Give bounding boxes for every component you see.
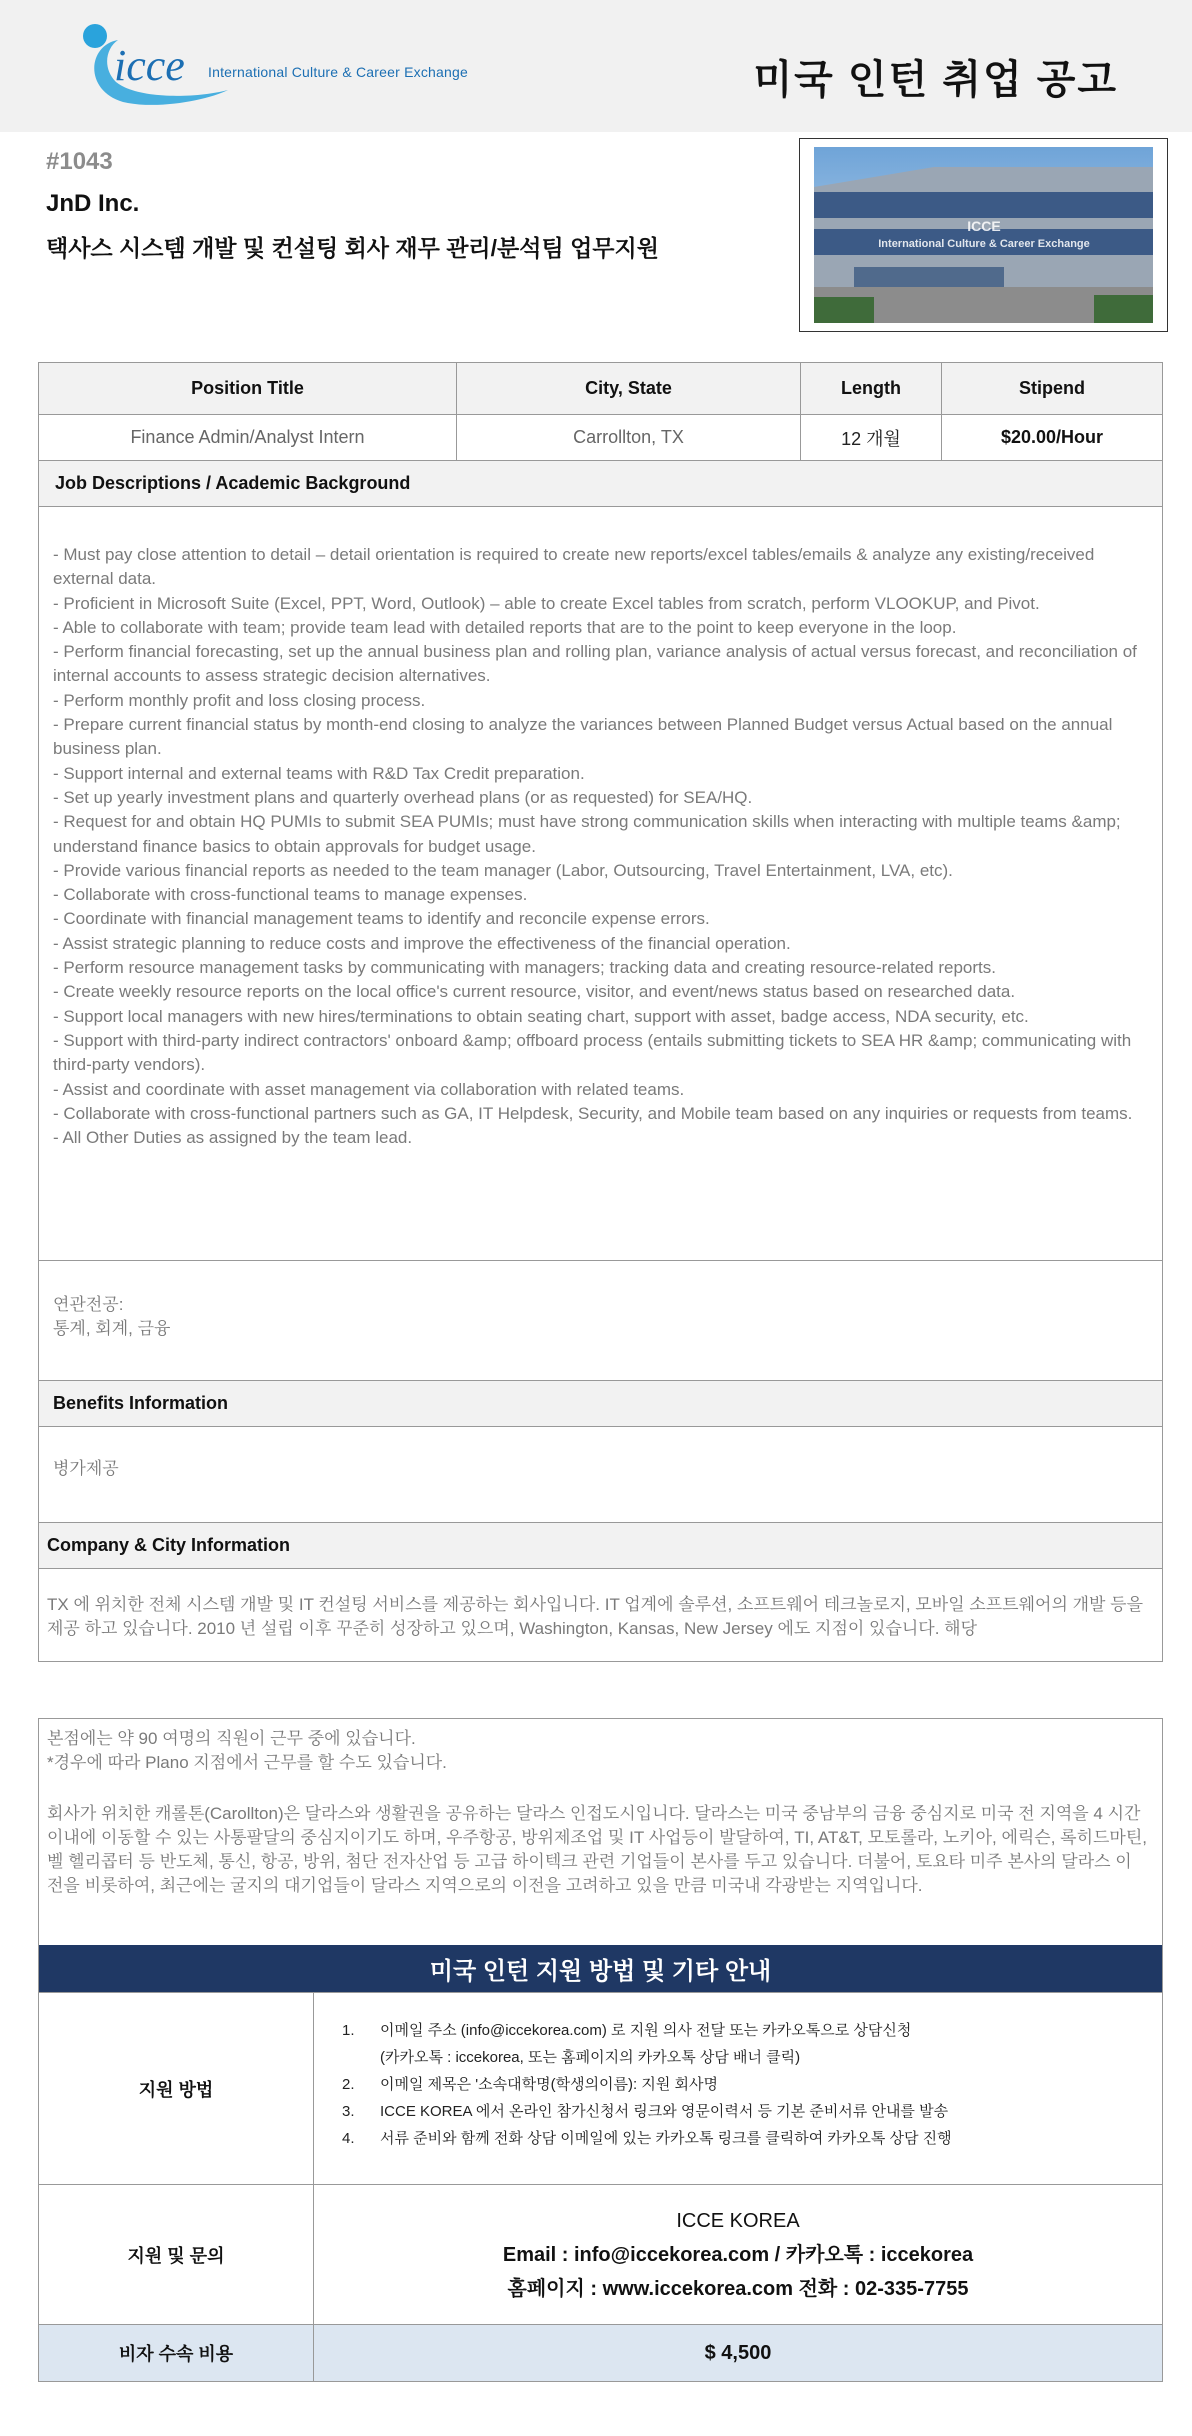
duty-line: - Set up yearly investment plans and quarterly overhead plans (or as requested) for SEA/HQ. [53, 787, 753, 807]
duty-line: - Perform resource management tasks by communicating with managers; tracking data and creating resource-related reports. [53, 958, 996, 978]
company-photo-frame [799, 138, 1168, 332]
duty-line: - Support internal and external teams with R&D Tax Credit preparation. [53, 763, 585, 783]
position-title-value: Finance Admin/Analyst Intern [39, 415, 457, 460]
header-stipend: Stipend [1019, 378, 1085, 398]
company-info-heading: Company & City Information [39, 1523, 1162, 1569]
apply-step: 2. 이메일 제목은 '소속대학명(학생의이름): 지원 회사명 [342, 2076, 718, 2093]
duty-line: - Perform monthly profit and loss closing process. [53, 690, 426, 710]
contact-label: 지원 및 문의 [39, 2185, 314, 2324]
city-state-value: Carrollton, TX [457, 415, 801, 460]
benefits-body [39, 1427, 1162, 1523]
duty-line: - Prepare current financial status by month-end closing to analyze the variances between Planned Budget versus Actual based on the annual business plan. [53, 715, 1113, 759]
summary-table-header [39, 363, 1162, 415]
apply-method-row [39, 1993, 1162, 2185]
major-value: 통계, 회계, 금융 [53, 1319, 171, 1339]
posting-id: #1043 [46, 148, 113, 175]
duty-line: - Proficient in Microsoft Suite (Excel, PPT, Word, Outlook) – able to create Excel tables from scratch, perform VLOOKUP, and Pivot. [53, 593, 1040, 613]
contact-details [314, 2185, 1162, 2324]
apply-step: 4. 서류 준비와 함께 전화 상담 이메일에 있는 카카오톡 링크를 클릭하여 카카오톡 상담 진행 [342, 2130, 952, 2147]
header-position-title: Position Title [39, 363, 457, 414]
svg-text:icce: icce [114, 41, 185, 90]
related-majors [39, 1261, 1162, 1381]
banner-title: 미국 인턴 취업 공고 [753, 58, 1118, 102]
logo-tagline: International Culture & Career Exchange [208, 64, 468, 80]
company-info-text: TX 에 위치한 전체 시스템 개발 및 IT 컨설팅 서비스를 제공하는 회사입니다. IT 업계에 솔루션, 소프트웨어 테크놀로지, 모바일 소프트웨어의 개발 등을 제공 하고 있습니다. 2010 년 설립 이후 꾸준히 성장하고 있으며, Washington, Kansas, New Jersey 에도 지점이 있습니다. 해당 [47, 1595, 1144, 1639]
company-info-note: *경우에 따라 Plano 지점에서 근무를 할 수도 있습니다. [47, 1753, 447, 1773]
job-description-body [39, 507, 1162, 1261]
photo-watermark-2: International Culture & Career Exchange [878, 238, 1090, 250]
company-info-body-bottom [39, 1719, 1162, 1945]
visa-fee-label: 비자 수속 비용 [39, 2325, 314, 2381]
company-info-employees: 본점에는 약 90 여명의 직원이 근무 중에 있습니다. [47, 1729, 416, 1748]
summary-table-row [39, 415, 1162, 461]
duty-line: - Support local managers with new hires/terminations to obtain seating chart, support with asset, badge access, NDA security, etc. [53, 1006, 1029, 1026]
company-info-body-top [39, 1569, 1162, 1661]
contact-web-line: 홈페이지 : www.iccekorea.com 전화 : 02-335-7755 [507, 2277, 969, 2300]
duty-line: - Collaborate with cross-functional partners such as GA, IT Helpdesk, Security, and Mobile team based on any inquiries or requests from teams. [53, 1103, 1133, 1123]
job-title: 택사스 시스템 개발 및 컨설팅 회사 재무 관리/분석팀 업무지원 [46, 235, 659, 261]
company-building-photo [814, 147, 1153, 323]
job-info-box [38, 362, 1163, 1662]
header-city-state: City, State [457, 363, 801, 414]
length-value: 12 개월 [801, 415, 942, 460]
duty-line: - Assist strategic planning to reduce costs and improve the effectiveness of the financial operation. [53, 933, 791, 953]
job-description-heading: Job Descriptions / Academic Background [39, 461, 1162, 507]
visa-fee-value: $ 4,500 [704, 2341, 772, 2364]
apply-section-title: 미국 인턴 지원 방법 및 기타 안내 [39, 1945, 1162, 1993]
duty-line: - Able to collaborate with team; provide team lead with detailed reports that are to the point to keep everyone in the loop. [53, 617, 957, 637]
duty-line: - Coordinate with financial management teams to identify and reconcile expense errors. [53, 909, 710, 929]
duty-line: - Must pay close attention to detail – detail orientation is required to create new reports/excel tables/emails & analyze any existing/received external data. [53, 545, 1095, 589]
duty-line: - All Other Duties as assigned by the team lead. [53, 1128, 413, 1148]
apply-step: (카카오톡 : iccekorea, 또는 홈페이지의 카카오톡 상담 배너 클릭) [380, 2049, 801, 2066]
duty-line: - Perform financial forecasting, set up the annual business plan and rolling plan, variance analysis of actual versus forecast, and reconciliation of internal accounts to assess strategic decision alternatives. [53, 642, 1137, 686]
apply-steps [314, 1993, 1162, 2152]
apply-method-content [314, 1993, 1162, 2184]
apply-step: 3. ICCE KOREA 에서 온라인 참가신청서 링크와 영문이력서 등 기본 준비서류 안내를 발송 [342, 2103, 949, 2120]
major-label: 연관전공: [53, 1295, 124, 1314]
contact-email-line: Email : info@iccekorea.com / 카카오톡 : iccekorea [502, 2243, 974, 2266]
apply-step: 1. 이메일 주소 (info@iccekorea.com) 로 지원 의사 전달 또는 카카오톡으로 상담신청 [342, 2022, 912, 2039]
company-apply-box [38, 1718, 1163, 2382]
duty-line: - Assist and coordinate with asset management via collaboration with related teams. [53, 1079, 685, 1099]
contact-row [39, 2185, 1162, 2325]
benefits-text: 병가제공 [53, 1459, 119, 1478]
company-name: JnD Inc. [46, 190, 140, 217]
apply-method-label: 지원 방법 [39, 1993, 314, 2184]
duty-line: - Collaborate with cross-functional teams to manage expenses. [53, 885, 528, 905]
visa-fee-row [39, 2325, 1162, 2381]
header-length: Length [801, 363, 942, 414]
contact-org: ICCE KOREA [676, 2209, 800, 2232]
duty-line: - Create weekly resource reports on the local office's current resource, visitor, and event/news status based on researched data. [53, 982, 1016, 1002]
photo-watermark-1: ICCE [967, 218, 1001, 234]
duty-line: - Provide various financial reports as needed to the team manager (Labor, Outsourcing, Travel Entertainment, LVA, etc). [53, 860, 953, 880]
city-info-text: 회사가 위치한 캐롤톤(Carollton)은 달라스와 생활권을 공유하는 달라스 인접도시입니다. 달라스는 미국 중남부의 금융 중심지로 미국 전 지역을 4 시간 이내에 이동할 수 있는 사통팔달의 중심지이기도 하며, 우주항공, 방위제조업 및 IT 사업등이 발달하여, TI, AT&T, 모토롤라, 노키아, 에릭슨, 록히드마틴, 벨 헬리콥터 등 반도체, 통신, 항공, 방위, 첨단 전자산업 등 고급 하이텍크 관련 기업들이 본사를 두고 있습니다. 더불어, 토요타 미주 본사의 달라스 이전을 비롯하여, 최근에는 굴지의 대기업들이 달라스 지역으로의 이전을 고려하고 있을 만큼 미국내 각광받는 지역입니다. [47, 1803, 1148, 1896]
benefits-heading: Benefits Information [39, 1381, 1162, 1427]
stipend-value: $20.00/Hour [1000, 427, 1104, 447]
duty-line: - Support with third-party indirect contractors' onboard &amp; offboard process (entails submitting tickets to SEA HR &amp; communicating with third-party vendors). [53, 1030, 1132, 1075]
duty-line: - Request for and obtain HQ PUMIs to submit SEA PUMIs; must have strong communication skills when interacting with multiple teams &amp; understand finance basics to obtain approvals for budget usage. [53, 812, 1121, 856]
